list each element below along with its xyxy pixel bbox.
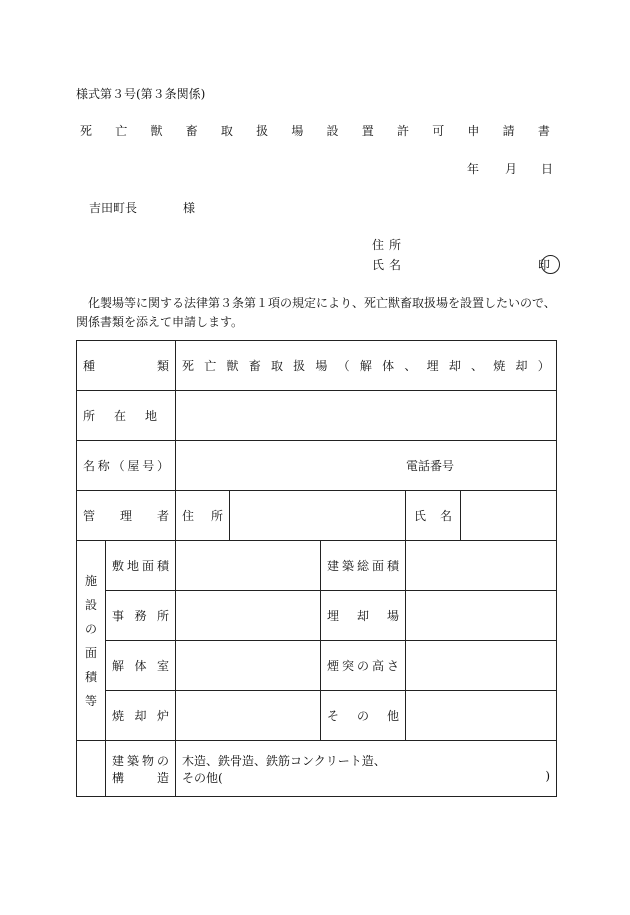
label-char: 積 [84, 670, 97, 684]
label-char: 氏 [414, 509, 427, 523]
label-char: ） [156, 459, 169, 473]
title-char: 申 [467, 124, 480, 138]
label-char: 建 [327, 559, 340, 573]
seal-circle-icon [541, 255, 560, 274]
applicant-address-label: 住所 [372, 238, 407, 252]
label-char: 名 [439, 509, 452, 523]
area-left-label-cell [106, 591, 176, 641]
location-input-cell[interactable] [176, 391, 557, 441]
area-row-4 [77, 691, 557, 741]
label-char: 解 [112, 659, 125, 673]
facility-vertical-cell [77, 541, 106, 741]
label-char: 務 [134, 609, 147, 623]
label-char: 獣 [226, 359, 239, 373]
form-number: 様式第３号(第３条関係) [76, 87, 206, 101]
label-char: 築 [341, 559, 354, 573]
label-char: 所 [210, 509, 223, 523]
business-name-row [77, 441, 557, 491]
manager-address-label-cell [176, 491, 230, 541]
label-char: 構 [112, 770, 125, 785]
date-month: 月 [505, 162, 518, 176]
label-char: 設 [84, 598, 97, 612]
label-char: 屋 [127, 459, 140, 473]
label-char: 畜 [248, 359, 261, 373]
label-char: 埋 [327, 609, 340, 623]
burial-site-label [321, 607, 405, 624]
application-table [76, 340, 557, 797]
addressee-suffix: 様 [183, 201, 196, 215]
label-char: 管 [83, 509, 96, 523]
label-char: の [356, 659, 369, 673]
area-left-label-cell [106, 691, 176, 741]
label-char: 所 [83, 409, 96, 423]
label-char: 取 [270, 359, 283, 373]
label-char: （ [337, 359, 350, 373]
label-char: 号 [142, 459, 155, 473]
incinerator-label [106, 707, 175, 724]
date-day: 日 [541, 162, 554, 176]
area-row-3 [77, 641, 557, 691]
label-char: 扱 [293, 359, 306, 373]
label-char: 所 [156, 609, 169, 623]
form-title [80, 122, 550, 139]
area-left-label-cell [106, 541, 176, 591]
label-char: 施 [84, 574, 97, 588]
manager-name-input-cell[interactable] [461, 491, 557, 541]
label-char: 総 [356, 559, 369, 573]
title-char: 許 [396, 124, 409, 138]
label-char: そ [327, 709, 340, 723]
label-char: 面 [141, 559, 154, 573]
office-label [106, 607, 175, 624]
structure-other-close: ) [545, 768, 550, 783]
business-name-label [77, 457, 175, 474]
label-char: 積 [156, 559, 169, 573]
body-text-line2: 関係書類を添えて申請します。 [76, 315, 244, 329]
label-char: 体 [382, 359, 395, 373]
title-char: 畜 [185, 124, 198, 138]
phone-label: 電話番号 [406, 459, 455, 473]
site-area-input-cell[interactable] [176, 541, 321, 591]
area-right-label-cell [321, 591, 406, 641]
manager-label [77, 507, 175, 524]
title-char: 設 [326, 124, 339, 138]
label-char: 建 [112, 753, 125, 768]
label-char: 他 [386, 709, 399, 723]
business-name-label-cell [77, 441, 176, 491]
label-char: 地 [144, 409, 157, 423]
label-char: 造 [156, 770, 169, 785]
structure-other [176, 769, 556, 786]
other-label [321, 707, 405, 724]
seal-char: 印 [538, 258, 551, 272]
area-right-label-cell [321, 641, 406, 691]
label-char: 場 [315, 359, 328, 373]
manager-address-input-cell[interactable] [230, 491, 406, 541]
manager-address-label [176, 507, 229, 524]
label-char: 死 [182, 359, 195, 373]
location-row [77, 391, 557, 441]
label-char: 解 [359, 359, 372, 373]
type-label [77, 357, 175, 374]
burial-site-input-cell[interactable] [406, 591, 557, 641]
label-char: 高 [371, 659, 384, 673]
label-char: 埋 [426, 359, 439, 373]
label-char: 亡 [204, 359, 217, 373]
manager-label-cell [77, 491, 176, 541]
label-char: 類 [156, 359, 169, 373]
label-char: 事 [112, 609, 125, 623]
area-row-2 [77, 591, 557, 641]
label-char: 炉 [156, 709, 169, 723]
type-label-cell [77, 341, 176, 391]
body-text-line1: 化製場等に関する法律第３条第１項の規定により、死亡獣畜取扱場を設置したいので、 [88, 296, 556, 310]
label-char: 却 [356, 609, 369, 623]
structure-label-cell [106, 741, 176, 797]
date-year: 年 [467, 162, 480, 176]
title-char: 書 [537, 124, 550, 138]
label-char: 積 [386, 559, 399, 573]
facility-vertical-label [77, 572, 105, 709]
chimney-height-input-cell[interactable] [406, 641, 557, 691]
total-floor-area-input-cell[interactable] [406, 541, 557, 591]
other-input-cell[interactable] [406, 691, 557, 741]
structure-other-open: その他( [182, 770, 223, 785]
label-char: 却 [448, 359, 461, 373]
office-input-cell[interactable] [176, 591, 321, 641]
label-char: 地 [126, 559, 139, 573]
label-char: 、 [404, 359, 417, 373]
label-char: 室 [156, 659, 169, 673]
title-char: 取 [220, 124, 233, 138]
label-char: 、 [471, 359, 484, 373]
type-row [77, 341, 557, 391]
label-char: 築 [126, 753, 139, 768]
structure-empty-cell [77, 741, 106, 797]
manager-name-label [406, 507, 460, 524]
structure-value-cell[interactable] [176, 741, 557, 797]
label-char: 敷 [112, 559, 125, 573]
incinerator-input-cell[interactable] [176, 691, 321, 741]
addressee: 吉田町長 [89, 201, 138, 215]
applicant-name-label: 氏名 [372, 258, 407, 272]
title-char: 置 [361, 124, 374, 138]
area-right-label-cell [321, 691, 406, 741]
label-char: 突 [341, 659, 354, 673]
label-char: 名 [83, 459, 96, 473]
manager-row [77, 491, 557, 541]
label-char: ） [537, 359, 550, 373]
structure-options: 木造、鉄骨造、鉄筋コンクリート造、 [182, 753, 386, 768]
label-char: 面 [371, 559, 384, 573]
total-floor-area-label [321, 557, 405, 574]
dismantling-room-input-cell[interactable] [176, 641, 321, 691]
label-char: の [356, 709, 369, 723]
title-char: 可 [432, 124, 445, 138]
label-char: 場 [386, 609, 399, 623]
label-char: 面 [84, 646, 97, 660]
title-char: 場 [291, 124, 304, 138]
structure-row [77, 741, 557, 797]
area-right-label-cell [321, 541, 406, 591]
label-char: の [84, 622, 97, 636]
label-char: （ [112, 459, 125, 473]
business-name-input-cell[interactable] [176, 441, 557, 491]
title-char: 死 [80, 124, 93, 138]
type-value [176, 357, 556, 374]
title-char: 獣 [150, 124, 163, 138]
area-left-label-cell [106, 641, 176, 691]
label-char: 焼 [493, 359, 506, 373]
label-char: さ [386, 659, 399, 673]
label-char: 理 [119, 509, 132, 523]
area-row-1 [77, 541, 557, 591]
dismantling-room-label [106, 657, 175, 674]
structure-label-line2 [106, 769, 175, 786]
label-char: 者 [156, 509, 169, 523]
label-char: 物 [141, 753, 154, 768]
type-value-cell [176, 341, 557, 391]
label-char: 焼 [112, 709, 125, 723]
label-char: 称 [97, 459, 110, 473]
label-char: 在 [113, 409, 126, 423]
title-char: 亡 [115, 124, 128, 138]
chimney-height-label [321, 657, 405, 674]
label-char: 却 [134, 709, 147, 723]
location-label [77, 407, 175, 424]
label-char: 却 [515, 359, 528, 373]
title-char: 扱 [256, 124, 269, 138]
label-char: 煙 [327, 659, 340, 673]
label-char: 種 [83, 359, 96, 373]
site-area-label [106, 557, 175, 574]
label-char: 等 [84, 694, 97, 708]
title-char: 請 [502, 124, 515, 138]
structure-label-line1 [106, 752, 175, 769]
manager-name-label-cell [406, 491, 461, 541]
label-char: 体 [134, 659, 147, 673]
label-char: の [156, 753, 169, 768]
label-char: 住 [182, 509, 195, 523]
location-label-cell [77, 391, 176, 441]
